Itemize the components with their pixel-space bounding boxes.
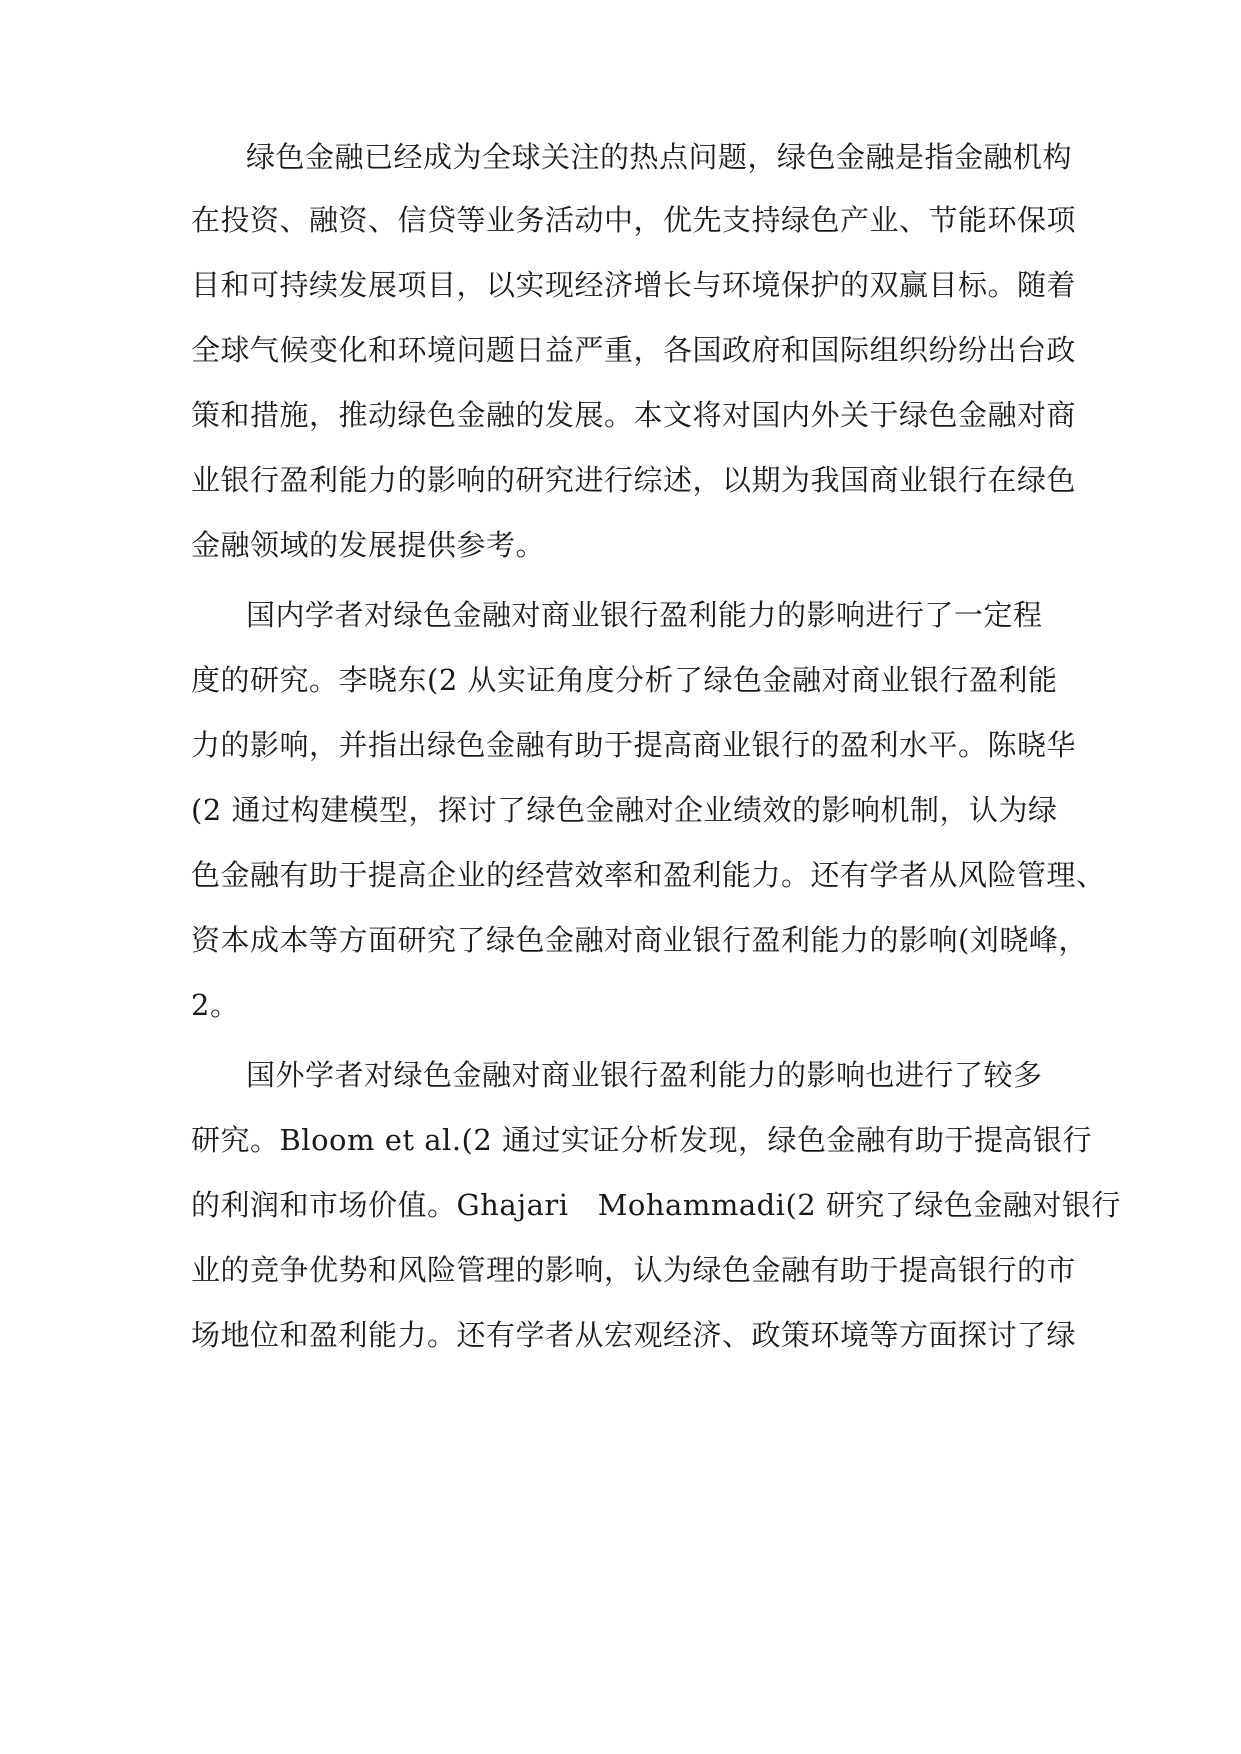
text-line: 业的竞争优势和风险管理的影响，认为绿色金融有助于提高银行的市 <box>191 1253 1077 1287</box>
text-line: 研究。Bloom et al.(2 通过实证分析发现，绿色金融有助于提高银行 <box>191 1123 1093 1157</box>
text-line: 力的影响，并指出绿色金融有助于提高商业银行的盈利水平。陈晓华 <box>191 728 1077 762</box>
text-line: 在投资、融资、信贷等业务活动中，优先支持绿色产业、节能环保项 <box>191 203 1077 237</box>
text-line: 资本成本等方面研究了绿色金融对商业银行盈利能力的影响(刘晓峰， <box>191 923 1088 957</box>
text-line: 色金融有助于提高企业的经营效率和盈利能力。还有学者从风险管理、 <box>191 858 1106 892</box>
text-line: 目和可持续发展项目，以实现经济增长与环境保护的双赢目标。随着 <box>191 268 1077 302</box>
text-line: 国内学者对绿色金融对商业银行盈利能力的影响进行了一定程 <box>246 598 1043 632</box>
text-line: 场地位和盈利能力。还有学者从宏观经济、政策环境等方面探讨了绿 <box>191 1318 1077 1352</box>
text-line: (2 通过构建模型，探讨了绿色金融对企业绩效的影响机制，认为绿 <box>191 793 1058 827</box>
text-line: 全球气候变化和环境问题日益严重，各国政府和国际组织纷纷出台政 <box>191 333 1077 367</box>
text-line: 2。 <box>191 988 240 1022</box>
text-line: 的利润和市场价值。Ghajari Mohammadi(2 研究了绿色金融对银行 <box>191 1188 1121 1222</box>
text-line: 金融领域的发展提供参考。 <box>191 528 546 562</box>
text-line: 国外学者对绿色金融对商业银行盈利能力的影响也进行了较多 <box>246 1058 1043 1092</box>
text-line: 度的研究。李晓东(2 从实证角度分析了绿色金融对商业银行盈利能 <box>191 663 1058 697</box>
text-line: 策和措施，推动绿色金融的发展。本文将对国内外关于绿色金融对商 <box>191 398 1077 432</box>
text-line: 业银行盈利能力的影响的研究进行综述，以期为我国商业银行在绿色 <box>191 463 1077 497</box>
text-line: 绿色金融已经成为全球关注的热点问题，绿色金融是指金融机构 <box>246 140 1073 174</box>
